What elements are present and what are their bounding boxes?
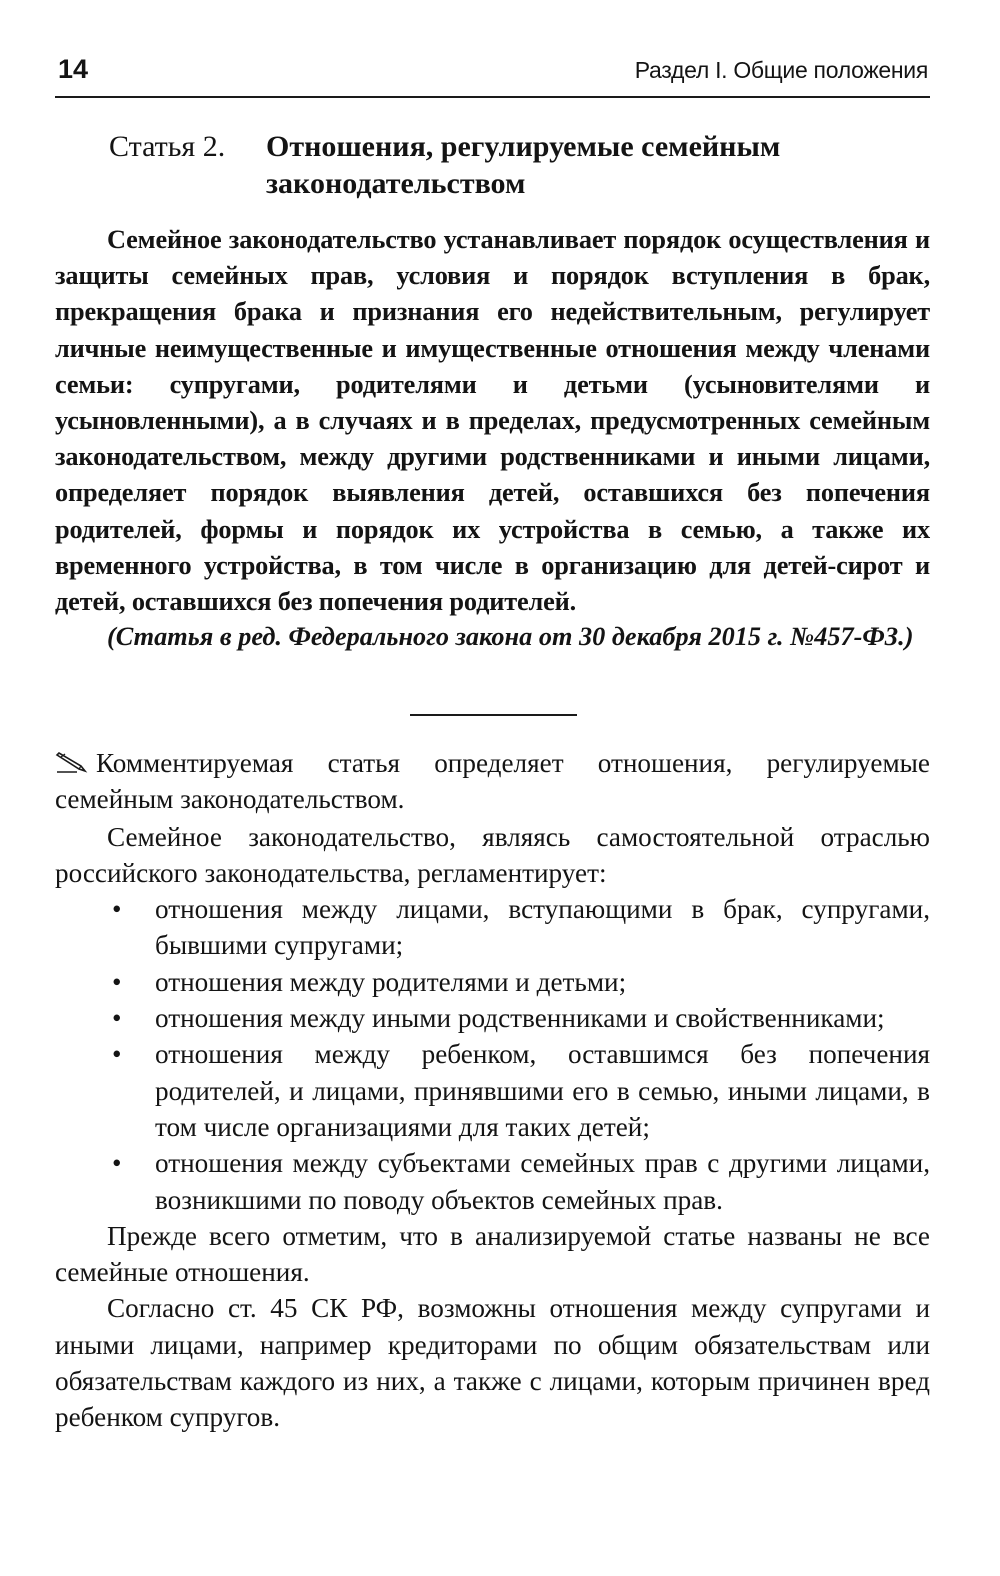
page-header	[55, 50, 930, 98]
bullet-marker: •	[112, 1148, 122, 1179]
bullet-marker: •	[112, 894, 122, 925]
list-item	[55, 1036, 930, 1145]
list-item-text: отношения между иными родственниками и свойственниками;	[155, 1003, 885, 1034]
page-number: 14	[58, 54, 89, 84]
bullet-marker: •	[112, 966, 122, 997]
commentary	[55, 745, 930, 1436]
relations-list	[55, 891, 930, 1218]
article-label: Статья 2.	[109, 130, 226, 163]
bullet-marker: •	[112, 1003, 122, 1034]
list-item	[55, 964, 930, 1000]
article-text: Семейное законодательство устанавливает порядок осуществления и защиты семейных прав, условия и порядок вступления в брак, прекращения брака и признания его недействительным, регулирует личные неимущественные и имущественные отношения между членами семьи: супругами, родителями и детьми (усыновителями и усыновленными), а в случаях и в пределах, предусмотренных семейным законодательством, между другими родственниками и иными лицами, определяет порядок выявления детей, оставшихся без попечения родителей, формы и порядок их устройства в семью, а также их временного устройства, в том числе в организацию для детей-сирот и детей, оставшихся без попечения родителей.	[55, 225, 930, 617]
list-item	[55, 891, 930, 964]
commentary-art45: Согласно ст. 45 СК РФ, возможны отношения между супругами и иными лицами, например кредиторами по общим обязательствам или обязательствам каждого из них, а также с лицами, которым причинен вред ребенком супругов.	[55, 1293, 930, 1433]
list-item-text: отношения между лицами, вступающими в брак, супругами, бывшими супругами;	[155, 894, 930, 961]
list-item-text: отношения между субъектами семейных прав с другими лицами, возникшими по поводу объектов семейных прав.	[155, 1148, 930, 1215]
bullet-marker: •	[112, 1039, 122, 1070]
article-title: Отношения, регулируемые семейным законодательством	[266, 130, 781, 200]
commentary-intro	[55, 745, 930, 818]
list-item-text: отношения между родителями и детьми;	[155, 966, 627, 997]
commentary-lead: Семейное законодательство, являясь самостоятельной отраслью российского законодательства, регламентирует:	[55, 821, 930, 888]
commentary-intro-text: Комментируемая статья определяет отношения, регулируемые семейным законодательством.	[55, 748, 930, 815]
list-item	[55, 1000, 930, 1036]
list-item-text: отношения между ребенком, оставшимся без попечения родителей, и лицами, принявшими его в семью, иными лицами, в том числе организациями для таких детей;	[155, 1039, 930, 1142]
edition-note: (Статья в ред. Федерального закона от 30 декабря 2015 г. №457-ФЗ.)	[107, 622, 914, 651]
section-divider	[410, 714, 577, 716]
pencil-icon	[55, 752, 88, 774]
running-title: Раздел I. Общие положения	[634, 57, 928, 83]
list-item	[55, 1145, 930, 1218]
commentary-note: Прежде всего отметим, что в анализируемой статье названы не все семейные отношения.	[55, 1220, 930, 1288]
